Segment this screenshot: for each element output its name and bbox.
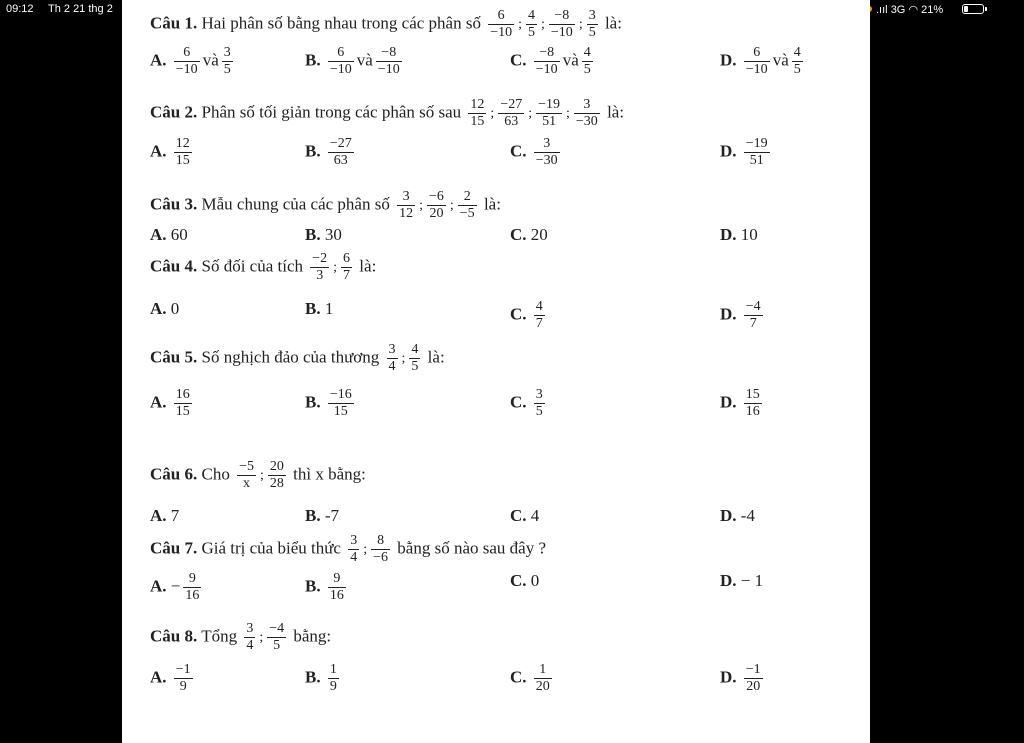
fraction-separator: ;	[401, 350, 406, 366]
option-value: 1	[324, 299, 334, 318]
option-a[interactable]	[150, 226, 188, 243]
option-fraction	[328, 388, 354, 419]
option-fraction	[328, 572, 346, 603]
question-label: Câu 7.	[150, 538, 198, 558]
option-fraction	[582, 46, 593, 77]
denominator: −30	[575, 114, 598, 129]
option-d[interactable]	[720, 572, 763, 589]
denominator: −10	[745, 62, 768, 77]
fraction	[536, 98, 562, 129]
fraction-separator: ;	[333, 259, 338, 275]
option-fraction	[183, 572, 201, 603]
fraction-separator: ;	[419, 197, 423, 213]
numerator: −27	[500, 97, 523, 112]
fraction	[267, 622, 286, 653]
denominator: 51	[536, 113, 562, 129]
option-fraction	[744, 46, 770, 77]
option-c[interactable]	[510, 388, 548, 419]
option-letter: C.	[510, 571, 527, 590]
numerator: 15	[745, 387, 760, 402]
numerator: −19	[745, 136, 768, 151]
question-suffix: thì x bằng:	[293, 464, 366, 484]
numerator: 4	[793, 45, 801, 60]
numerator: 3	[350, 533, 358, 548]
option-letter: B.	[305, 576, 321, 596]
numerator: 9	[188, 571, 196, 586]
denominator: −10	[550, 25, 573, 40]
fraction	[310, 252, 329, 283]
battery-tip	[985, 7, 987, 11]
option-a[interactable]	[150, 663, 196, 694]
numerator: 4	[528, 8, 536, 23]
status-signal	[876, 3, 943, 16]
denominator: 7	[343, 268, 351, 283]
option-b[interactable]	[305, 572, 349, 603]
fraction-separator: ;	[490, 105, 495, 121]
numerator: 1	[329, 662, 337, 677]
denominator: −10	[377, 62, 400, 77]
fraction	[397, 190, 415, 221]
option-value: 30	[324, 225, 342, 244]
option-d[interactable]	[720, 226, 758, 243]
option-fraction	[328, 137, 354, 168]
option-c[interactable]	[510, 137, 563, 168]
numerator: 3	[388, 342, 396, 357]
option-letter: A.	[150, 299, 167, 318]
question-text: Số nghịch đảo của thương	[201, 347, 380, 367]
question-label: Câu 6.	[150, 464, 198, 484]
fraction	[488, 9, 514, 40]
option-letter: A.	[150, 50, 167, 70]
denominator: 20	[427, 205, 446, 221]
numerator: −8	[539, 45, 555, 60]
denominator: −10	[175, 62, 198, 77]
option-letter: A.	[150, 392, 167, 412]
fraction	[468, 98, 486, 129]
denominator: 63	[328, 152, 354, 168]
numerator: 9	[333, 571, 341, 586]
denominator: 7	[744, 315, 763, 331]
numerator: 4	[583, 45, 591, 60]
numerator: 16	[175, 387, 190, 402]
numerator: 6	[337, 45, 345, 60]
numerator: −16	[329, 387, 352, 402]
option-letter: A.	[150, 667, 167, 687]
option-fraction	[534, 300, 545, 331]
option-letter: D.	[720, 506, 737, 525]
denominator: 5	[223, 62, 231, 77]
numerator: 8	[377, 533, 385, 548]
numerator: 3	[402, 189, 410, 204]
fraction-separator: ;	[363, 541, 368, 557]
option-d[interactable]	[720, 507, 755, 524]
denominator: 20	[744, 678, 763, 694]
option-value: -7	[324, 506, 340, 525]
numerator: 3	[246, 621, 254, 636]
numerator: −8	[381, 45, 397, 60]
battery-icon	[962, 4, 984, 14]
option-connector: và	[202, 50, 219, 70]
fraction	[268, 460, 286, 491]
option-a[interactable]	[150, 300, 179, 317]
denominator: −5	[459, 206, 475, 221]
numerator: −2	[312, 251, 328, 266]
option-b[interactable]	[305, 137, 357, 168]
option-letter: D.	[720, 667, 737, 687]
option-fraction	[744, 300, 763, 331]
option-value: 10	[740, 225, 758, 244]
option-letter: D.	[720, 141, 737, 161]
denominator: 5	[528, 25, 536, 40]
fraction	[427, 190, 446, 221]
denominator: −10	[329, 62, 352, 77]
denominator: −10	[490, 25, 513, 40]
denominator: 5	[535, 404, 543, 419]
fraction-separator: ;	[259, 467, 264, 483]
question-text: Giá trị của biểu thức	[201, 538, 341, 558]
option-letter: B.	[305, 50, 321, 70]
fraction	[574, 98, 600, 129]
option-letter: C.	[510, 304, 527, 324]
question-label: Câu 8.	[150, 626, 198, 646]
option-fraction	[534, 388, 545, 419]
fraction	[549, 9, 575, 40]
fraction-separator: ;	[449, 197, 454, 213]
option-fraction	[534, 663, 552, 694]
question-3	[150, 190, 501, 221]
question-label: Câu 2.	[150, 102, 198, 122]
option-c[interactable]	[510, 300, 548, 331]
numerator: −8	[554, 8, 570, 23]
option-a[interactable]	[150, 507, 179, 524]
numerator: 6	[753, 45, 761, 60]
denominator: 5	[411, 359, 419, 374]
denominator: 9	[174, 678, 193, 694]
numerator: 3	[535, 387, 543, 402]
numerator: 3	[543, 136, 551, 151]
option-letter: B.	[305, 667, 321, 687]
option-letter: C.	[510, 667, 527, 687]
option-value: 20	[530, 225, 548, 244]
fraction	[244, 622, 255, 653]
option-letter: B.	[305, 225, 321, 244]
numerator: 1	[539, 662, 547, 677]
option-value: -4	[740, 506, 755, 525]
numerator: 3	[583, 97, 591, 112]
fraction-separator: ;	[259, 629, 264, 645]
option-letter: C.	[510, 506, 527, 525]
fraction	[348, 534, 359, 565]
fraction	[498, 98, 524, 129]
option-a[interactable]	[150, 388, 195, 419]
option-c[interactable]	[510, 572, 539, 589]
option-letter: A.	[150, 141, 167, 161]
denominator: 15	[328, 403, 354, 419]
numerator: 3	[588, 8, 596, 23]
fraction	[341, 252, 352, 283]
fraction	[458, 190, 477, 221]
question-6	[150, 460, 366, 491]
denominator: 16	[329, 588, 344, 603]
option-letter: A.	[150, 506, 167, 525]
option-value: 60	[170, 225, 188, 244]
option-connector: và	[772, 50, 789, 70]
option-letter: D.	[720, 50, 737, 70]
numerator: −1	[745, 662, 761, 677]
option-b[interactable]	[305, 388, 357, 419]
option-letter: C.	[510, 50, 527, 70]
option-letter: B.	[305, 141, 321, 161]
denominator: 51	[744, 152, 770, 168]
option-b[interactable]	[305, 226, 342, 243]
question-suffix: bằng:	[293, 626, 332, 646]
denominator: 12	[399, 206, 414, 221]
fraction	[587, 9, 598, 40]
option-letter: A.	[150, 225, 167, 244]
question-label: Câu 1.	[150, 13, 198, 33]
numerator: 3	[223, 45, 231, 60]
option-value: 0	[170, 299, 180, 318]
option-letter: C.	[510, 141, 527, 161]
option-letter: C.	[510, 225, 527, 244]
option-d[interactable]	[720, 663, 766, 694]
numerator: 4	[411, 342, 419, 357]
option-letter: A.	[150, 576, 167, 596]
denominator: 5	[583, 62, 591, 77]
question-text: Phân số tối giản trong các phân số sau	[201, 102, 462, 122]
fraction	[237, 460, 256, 491]
option-fraction	[744, 137, 770, 168]
fraction	[409, 343, 420, 374]
option-value: 0	[530, 571, 540, 590]
denominator: 63	[498, 113, 524, 129]
question-4	[150, 252, 376, 283]
option-fraction	[534, 46, 560, 77]
option-sign: −	[170, 576, 181, 596]
option-d[interactable]	[720, 388, 765, 419]
network-type: 3G	[890, 4, 906, 16]
denominator: 20	[535, 679, 550, 694]
denominator: 4	[350, 550, 358, 565]
question-suffix: là:	[427, 347, 445, 367]
option-letter: B.	[305, 392, 321, 412]
option-fraction	[174, 46, 200, 77]
fraction-separator: ;	[578, 16, 583, 32]
denominator: 9	[329, 679, 337, 694]
option-a[interactable]	[150, 572, 204, 603]
denominator: 5	[793, 62, 801, 77]
option-d[interactable]	[720, 300, 766, 331]
option-letter: D.	[720, 571, 737, 590]
option-fraction	[328, 46, 354, 77]
question-1	[150, 9, 622, 40]
battery-level	[964, 6, 968, 12]
numerator: 6	[183, 45, 191, 60]
denominator: 7	[535, 316, 543, 331]
question-suffix: bằng số nào sau đây ?	[397, 538, 546, 558]
fraction-separator: ;	[566, 105, 570, 121]
option-fraction	[376, 46, 402, 77]
option-c[interactable]	[510, 46, 596, 77]
option-letter: B.	[305, 299, 321, 318]
denominator: 16	[185, 588, 200, 603]
question-text: Cho	[201, 464, 230, 484]
denominator: 3	[310, 267, 329, 283]
question-label: Câu 3.	[150, 194, 198, 214]
option-letter: D.	[720, 392, 737, 412]
numerator: −6	[428, 189, 444, 204]
question-suffix: là:	[359, 256, 377, 276]
option-connector: và	[562, 50, 579, 70]
wifi-icon: ◠	[908, 4, 919, 16]
numerator: 6	[343, 251, 351, 266]
option-value: − 1	[740, 571, 764, 590]
question-8	[150, 622, 331, 653]
option-b[interactable]	[305, 507, 339, 524]
option-fraction	[744, 388, 762, 419]
denominator: −6	[373, 550, 389, 565]
denominator: 5	[588, 25, 596, 40]
numerator: 12	[470, 97, 485, 112]
option-fraction	[174, 663, 193, 694]
numerator: −1	[175, 662, 191, 677]
option-c[interactable]	[510, 226, 548, 243]
denominator: 28	[269, 476, 284, 491]
fraction-separator: ;	[518, 16, 523, 32]
question-5	[150, 343, 445, 374]
option-letter: D.	[720, 304, 737, 324]
question-text: Tổng	[201, 626, 238, 646]
question-text: Mẫu chung của các phân số	[201, 194, 390, 214]
option-c[interactable]	[510, 663, 555, 694]
numerator: −19	[538, 97, 561, 112]
fraction	[371, 534, 390, 565]
option-fraction	[744, 663, 763, 694]
question-label: Câu 4.	[150, 256, 198, 276]
document-page	[122, 0, 870, 743]
option-fraction	[174, 388, 192, 419]
status-time: 09:12	[6, 3, 34, 15]
fraction	[526, 9, 537, 40]
question-label: Câu 5.	[150, 347, 198, 367]
denominator: 4	[388, 359, 396, 374]
question-2	[150, 98, 624, 129]
option-value: 7	[170, 506, 180, 525]
numerator: 12	[175, 136, 190, 151]
option-b[interactable]	[305, 46, 405, 77]
option-d[interactable]	[720, 46, 806, 77]
numerator: 6	[497, 8, 505, 23]
option-fraction	[534, 137, 560, 168]
battery-percent: 21%	[921, 4, 944, 16]
option-b[interactable]	[305, 300, 333, 317]
option-letter: D.	[720, 225, 737, 244]
question-suffix: là:	[607, 102, 625, 122]
denominator: 4	[246, 638, 254, 653]
numerator: −4	[745, 299, 761, 314]
option-b[interactable]	[305, 663, 342, 694]
status-date: Th 2 21 thg 2	[48, 3, 113, 15]
fraction-separator: ;	[528, 105, 533, 121]
numerator: −4	[269, 621, 285, 636]
numerator: −27	[329, 136, 352, 151]
option-a[interactable]	[150, 46, 236, 77]
option-fraction	[792, 46, 803, 77]
option-c[interactable]	[510, 507, 539, 524]
option-fraction	[328, 663, 339, 694]
question-suffix: là:	[483, 194, 501, 214]
question-7	[150, 534, 546, 565]
option-value: 4	[530, 506, 540, 525]
option-a[interactable]	[150, 137, 195, 168]
question-suffix: là:	[604, 13, 622, 33]
denominator: 5	[267, 637, 286, 653]
numerator: 2	[463, 189, 471, 204]
numerator: 20	[269, 459, 284, 474]
option-fraction	[174, 137, 192, 168]
question-text: Số đối của tích	[201, 256, 303, 276]
signal-icon: .ııl	[876, 4, 888, 16]
denominator: 15	[175, 153, 190, 168]
option-d[interactable]	[720, 137, 773, 168]
numerator: 4	[535, 299, 543, 314]
denominator: 15	[470, 114, 485, 129]
denominator: −10	[535, 62, 558, 77]
option-fraction	[222, 46, 233, 77]
question-text: Hai phân số bằng nhau trong các phân số	[201, 13, 481, 33]
numerator: −5	[239, 459, 254, 474]
option-connector: và	[356, 50, 373, 70]
denominator: x	[237, 475, 256, 491]
denominator: −30	[535, 153, 558, 168]
fraction	[387, 343, 398, 374]
denominator: 15	[175, 404, 190, 419]
denominator: 16	[745, 404, 760, 419]
fraction-separator: ;	[541, 16, 545, 32]
option-letter: B.	[305, 506, 321, 525]
option-letter: C.	[510, 392, 527, 412]
